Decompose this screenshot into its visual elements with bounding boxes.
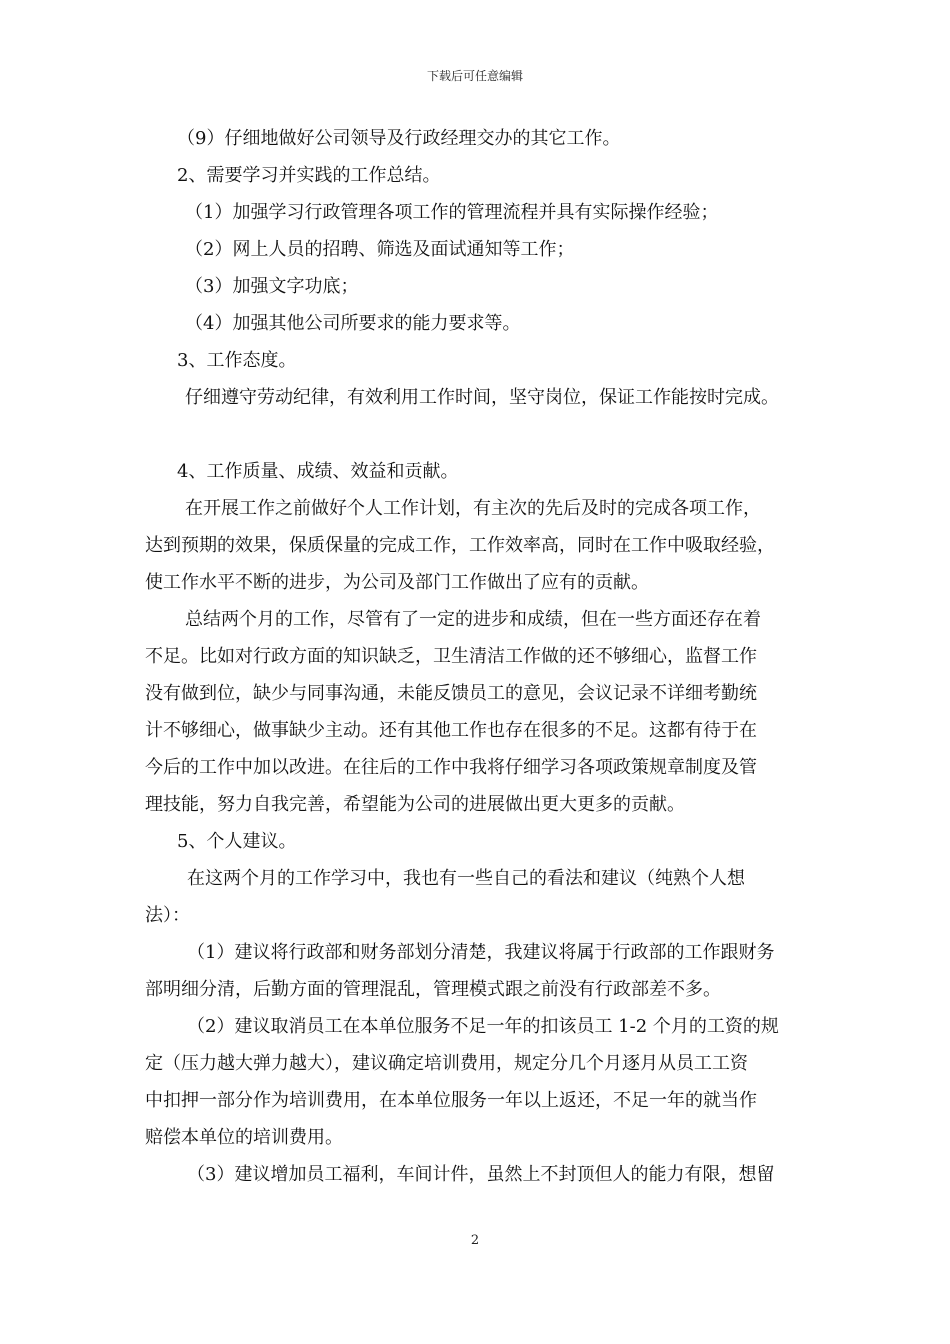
paragraph-line: 理技能，努力自我完善，希望能为公司的进展做出更大更多的贡献。 [145, 794, 685, 815]
paragraph-line: 仔细遵守劳动纪律，有效利用工作时间，坚守岗位，保证工作能按时完成。 [185, 387, 779, 408]
section-heading: 4、工作质量、成绩、效益和贡献。 [177, 461, 459, 482]
paragraph-line: 使工作水平不断的进步，为公司及部门工作做出了应有的贡献。 [145, 572, 649, 593]
list-item: （4）加强其他公司所要求的能力要求等。 [185, 313, 521, 334]
document-body [145, 120, 810, 1193]
paragraph-line: 法）： [145, 905, 190, 926]
page-number: 2 [470, 1233, 480, 1248]
paragraph-line: 赔偿本单位的培训费用。 [145, 1127, 343, 1148]
paragraph-line: 在这两个月的工作学习中，我也有一些自己的看法和建议（纯熟个人想 [187, 868, 745, 889]
paragraph-line: 达到预期的效果，保质保量的完成工作，工作效率高，同时在工作中吸取经验， [145, 535, 775, 556]
section-heading: 2、需要学习并实践的工作总结。 [177, 165, 441, 186]
blank-line [145, 416, 810, 453]
list-item: （1）加强学习行政管理各项工作的管理流程并具有实际操作经验； [185, 202, 719, 223]
paragraph-line: （2）建议取消员工在本单位服务不足一年的扣该员工 1-2 个月的工资的规 [187, 1016, 779, 1037]
paragraph-line: 在开展工作之前做好个人工作计划，有主次的先后及时的完成各项工作， [185, 498, 761, 519]
paragraph-line: 计不够细心，做事缺少主动。还有其他工作也存在很多的不足。这都有待于在 [145, 720, 757, 741]
paragraph-line: 中扣押一部分作为培训费用，在本单位服务一年以上返还，不足一年的就当作 [145, 1090, 757, 1111]
paragraph-line: （1）建议将行政部和财务部划分清楚，我建议将属于行政部的工作跟财务 [187, 942, 775, 963]
section-heading: 3、工作态度。 [177, 350, 297, 371]
paragraph-line: （3）建议增加员工福利，车间计件，虽然上不封顶但人的能力有限，想留 [187, 1164, 775, 1185]
paragraph-line: 部明细分清，后勤方面的管理混乱，管理模式跟之前没有行政部差不多。 [145, 979, 721, 1000]
section-heading: 5、个人建议。 [177, 831, 297, 852]
page-header: 下载后可任意编辑 [426, 69, 523, 83]
paragraph-line: 总结两个月的工作，尽管有了一定的进步和成绩，但在一些方面还存在着 [185, 609, 761, 630]
paragraph-line: 没有做到位，缺少与同事沟通，未能反馈员工的意见，会议记录不详细考勤统 [145, 683, 757, 704]
paragraph-line: 今后的工作中加以改进。在往后的工作中我将仔细学习各项政策规章制度及管 [145, 757, 757, 778]
list-item: （3）加强文字功底； [185, 276, 359, 297]
paragraph-line: 不足。比如对行政方面的知识缺乏，卫生清洁工作做的还不够细心，监督工作 [145, 646, 757, 667]
paragraph-line: （9）仔细地做好公司领导及行政经理交办的其它工作。 [177, 128, 621, 149]
list-item: （2）网上人员的招聘、筛选及面试通知等工作； [185, 239, 575, 260]
paragraph-line: 定（压力越大弹力越大），建议确定培训费用，规定分几个月逐月从员工工资 [145, 1053, 748, 1074]
